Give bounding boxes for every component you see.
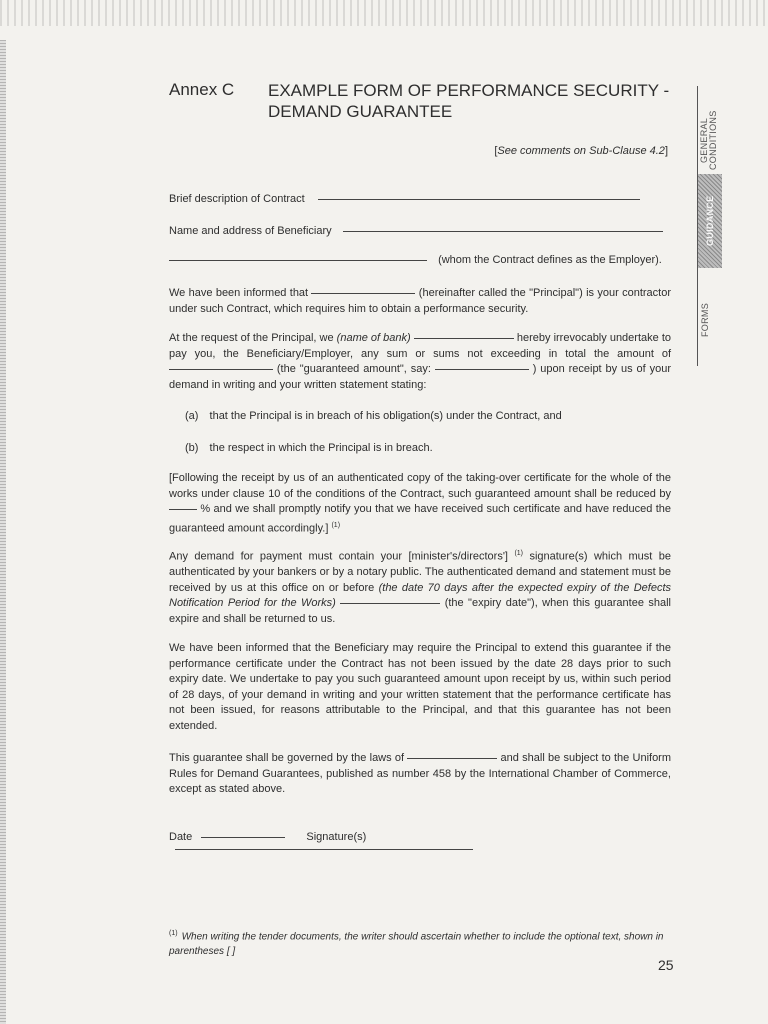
paragraph-undertaking: At the request of the Principal, we (name of bank) hereby irrevocably undertake to pay you, the Beneficiary/Employer, any sum or sums not exceeding in total the amount of (the "guaranteed amount", say: ) upon receipt by us of your demand in writing and your written statement stating: [169,332,671,391]
footnote-ref: (1) [514,550,523,557]
blank-line[interactable] [435,369,529,370]
date-blank[interactable] [201,837,285,838]
item-label: (a) [185,410,199,422]
list-item: (b) the respect in which the Principal is in breach. [185,442,433,454]
tab-guidance[interactable]: GUIDANCE [698,174,722,268]
list-item: (a) that the Principal is in breach of his obligation(s) under the Contract, and [185,410,562,422]
annex-label: Annex C [169,80,235,99]
footnote: $^{(1)}$ When writing the tender documents, the writer should ascertain whether to include the optional text, shown in parentheses [ ] [169,930,664,958]
footnote-mark: (1) [169,930,178,937]
field-label: Name and address of Beneficiary [169,225,332,237]
paragraph-extension: We have been informed that the Beneficiary may require the Principal to extend this guarantee if the performance certificate under the Contract has not been issued by the date 28 days prior to such expiry date. We undertake to pay you such guaranteed amount upon receipt by us, within such period of 28 days, of your demand in writing and your written statement that the performance certificate has not been issued, for reasons attributable to the Principal, and that this guarantee has not been extended. [169,642,671,732]
paragraph-demand: Any demand for payment must contain your [minister's/directors'] $^{(1)}$ signature(s) which must be authenticated by your bankers or by a notary public. The authenticated demand and statement must be received by us at this office on or before (the date 70 days after the expected expiry of the Defects Notification Period for the Works) (the "expiry date"), when this guarantee shall expire and shall be returned to us. [169,550,672,625]
blank-line[interactable] [169,260,427,261]
blank-line[interactable] [169,369,273,370]
field-beneficiary [169,225,669,237]
see-comment: [See comments on Sub-Clause 4.2] [494,145,668,157]
blank-line[interactable] [340,603,440,604]
page-number: 25 [658,957,674,973]
paragraph-governing-law: This guarantee shall be governed by the laws of and shall be subject to the Uniform Rules for Demand Guarantees, published as number 458 by the International Chamber of Commerce, except as stated above. [169,752,672,795]
tab-general-conditions[interactable]: GENERAL CONDITIONS [699,110,718,170]
title-line-1: EXAMPLE FORM OF PERFORMANCE SECURITY - [268,81,670,100]
field-brief-description [169,193,669,205]
blank-line[interactable] [318,199,640,200]
footnote-ref: (1) [331,521,341,529]
date-label: Date [169,831,193,843]
field-label: Brief description of Contract [169,193,305,205]
paragraph-reduction: [Following the receipt by us of an authenticated copy of the taking-over certificate for the whole of the works under clause 10 of the conditions of the Contract, such guaranteed amount shall be reduced by % and we shall promptly notify you that we have received such certificate and have reduced the guaranteed amount accordingly.] $^{(1)}$ [169,472,671,535]
page-title [268,80,678,122]
scan-artifact-top [0,0,768,26]
title-line-2: DEMAND GUARANTEE [268,102,453,121]
field-employer [169,254,669,266]
blank-line[interactable] [311,293,415,294]
blank-line[interactable] [343,231,663,232]
signature-row [169,831,669,855]
item-label: (b) [185,442,199,454]
blank-line[interactable] [407,758,497,759]
blank-line[interactable] [169,509,197,510]
signature-blank[interactable] [175,849,473,850]
signature-label: Signature(s) [306,831,367,843]
blank-line[interactable] [414,338,514,339]
paragraph-principal: We have been informed that (hereinafter called the "Principal") is your contractor under such Contract, which requires him to obtain a performance security. [169,287,671,315]
employer-note: (whom the Contract defines as the Employer). [438,254,662,266]
tab-forms[interactable]: FORMS [700,303,710,337]
scan-artifact-left-edge [0,40,6,1024]
